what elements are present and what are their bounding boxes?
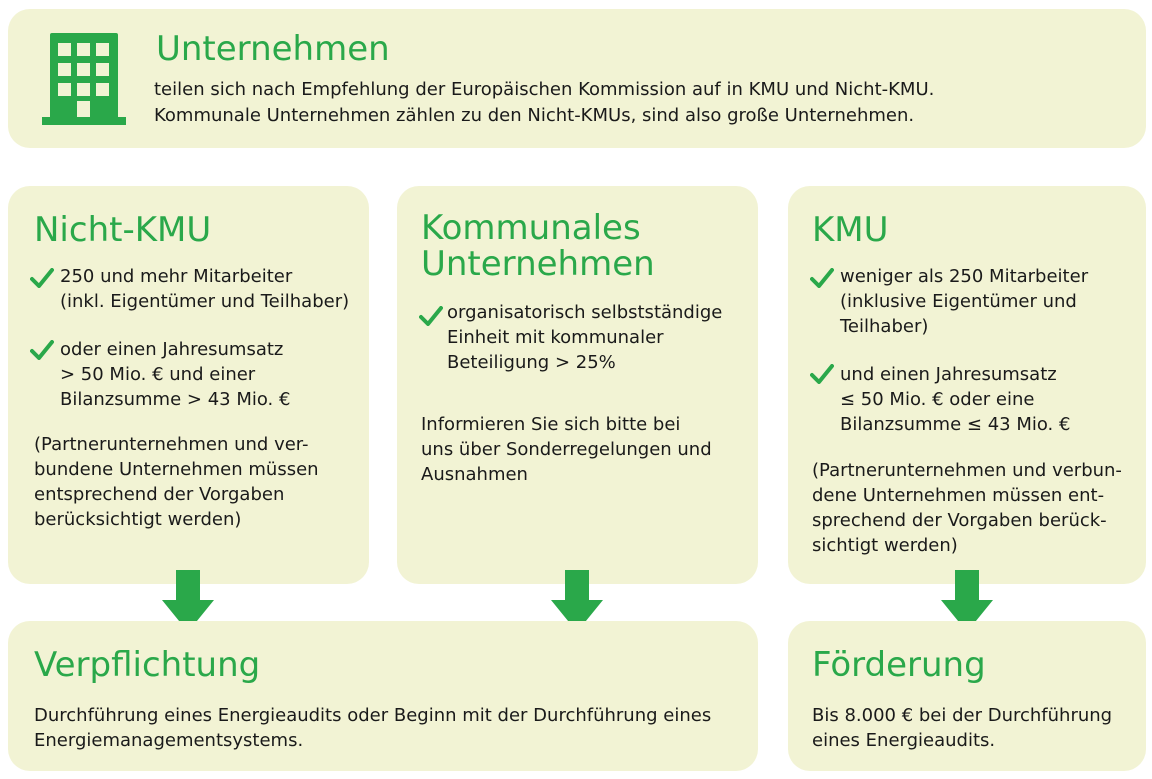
check-icon xyxy=(30,268,54,288)
verpflichtung-title: Verpflichtung xyxy=(34,645,261,685)
header-box xyxy=(8,9,1146,148)
kommunal-box xyxy=(397,186,758,584)
kommunal-item: organisatorisch selbstständige Einheit mit kommunaler Beteiligung > 25% xyxy=(447,302,723,373)
verpflichtung-text: Durchführung eines Energieaudits oder Beginn mit der Durchführung eines Energiemanagementsystems. xyxy=(34,705,712,751)
header-line-1: teilen sich nach Empfehlung der Europäischen Kommission auf in KMU und Nicht-KMU. xyxy=(154,79,935,100)
check-icon xyxy=(419,306,443,326)
header-title: Unternehmen xyxy=(156,29,390,69)
nicht-kmu-box xyxy=(8,186,369,584)
kommunal-note: Informieren Sie sich bitte bei uns über Sonderregelungen und Ausnahmen xyxy=(421,414,712,485)
check-icon xyxy=(810,268,834,288)
kmu-item-turnover: und einen Jahresumsatz ≤ 50 Mio. € oder eine Bilanzsumme ≤ 43 Mio. € xyxy=(840,364,1071,435)
foerderung-title: Förderung xyxy=(812,645,986,685)
verpflichtung-box xyxy=(8,621,758,771)
kommunal-title-1: Kommunales xyxy=(421,208,641,248)
kmu-item-employees: weniger als 250 Mitarbeiter (inklusive Eigentümer und Teilhaber) xyxy=(840,266,1089,337)
building-icon xyxy=(42,33,126,125)
nicht-kmu-item-turnover: oder einen Jahresumsatz > 50 Mio. € und einer Bilanzsumme > 43 Mio. € xyxy=(60,339,291,410)
foerderung-box xyxy=(788,621,1146,771)
nicht-kmu-item-employees: 250 und mehr Mitarbeiter (inkl. Eigentümer und Teilhaber) xyxy=(60,266,350,312)
check-icon xyxy=(30,340,54,360)
foerderung-text: Bis 8.000 € bei der Durchführung eines Energieaudits. xyxy=(812,705,1113,751)
kmu-title: KMU xyxy=(812,210,889,250)
kommunal-title-2: Unternehmen xyxy=(421,244,655,284)
kmu-box xyxy=(788,186,1146,584)
nicht-kmu-note: (Partnerunternehmen und ver- bundene Unternehmen müssen entsprechend der Vorgaben berücksichtigt werden) xyxy=(34,434,319,530)
kmu-note: (Partnerunternehmen und verbun- dene Unternehmen müssen ent- sprechend der Vorgaben berück- sichtigt werden) xyxy=(812,460,1122,556)
nicht-kmu-title: Nicht-KMU xyxy=(34,210,212,250)
header-line-2: Kommunale Unternehmen zählen zu den Nicht-KMUs, sind also große Unternehmen. xyxy=(154,105,915,126)
check-icon xyxy=(810,364,834,384)
